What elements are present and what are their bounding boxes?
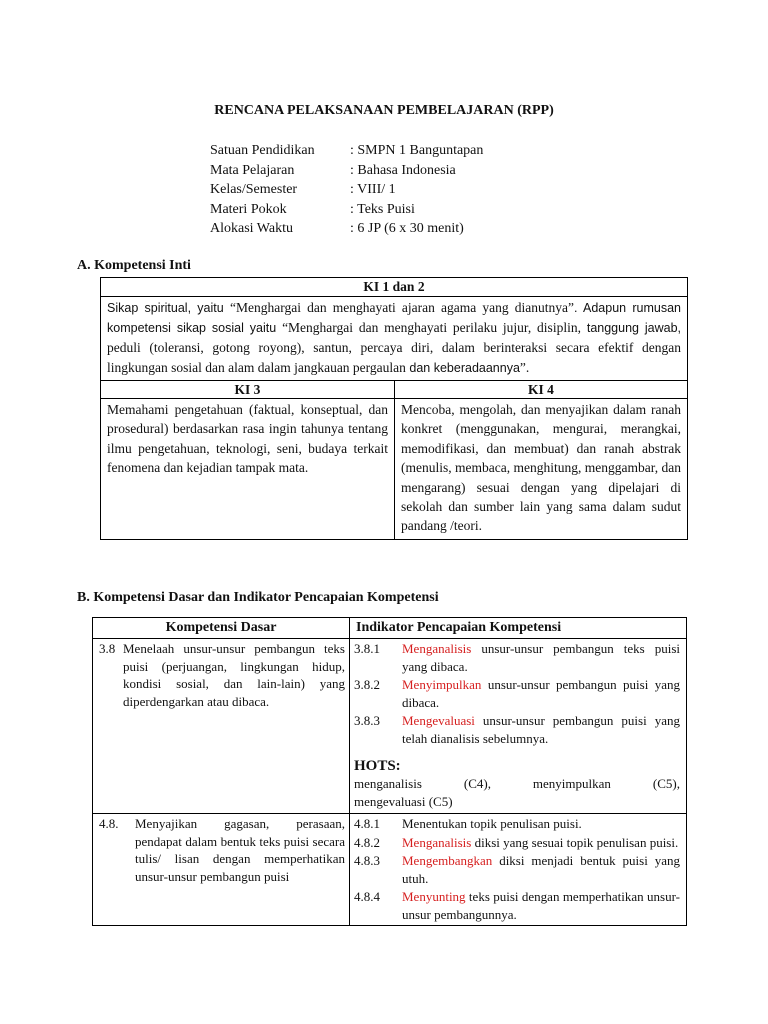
indicator-text	[402, 676, 680, 711]
kd-number: 4.8.	[99, 816, 119, 831]
section-b-heading: B. Kompetensi Dasar dan Indikator Pencapaian Kompetensi	[77, 590, 439, 605]
indicator-verb: Mengevaluasi	[402, 713, 475, 728]
indicator-verb: Mengembangkan	[402, 853, 493, 868]
ki3-column	[101, 381, 394, 539]
indicator-rest: unsur-unsur pembangun puisi yang dibaca.	[402, 677, 680, 710]
ki4-text: Mencoba, mengolah, dan menyajikan dalam ranah konkret (menggunakan, mengurai, merangkai, memodifikasi, dan membuat) dan ranah abstrak (menulis, membaca, menghitung, menggambar, dan mengarang) sesuai dengan yang dipelajari di sekolah dan sumber lain yang sama dalam sudut pandang /teori.	[401, 402, 681, 534]
kd-text: Menelaah unsur-unsur pembangun teks puisi (perjuangan, lingkungan hidup, kondisi sosial, dan lain-lain) yang diperdengarkan atau dibaca.	[123, 641, 345, 709]
hots-line	[354, 775, 680, 793]
indicator-rest: unsur-unsur pembangun puisi yang telah dianalisis sebelumnya.	[402, 713, 680, 746]
indicator-rest: teks puisi dengan memperhatikan unsur-unsur pembangunnya.	[402, 889, 680, 922]
indicator-number: 4.8.1	[354, 816, 380, 831]
meta-row	[210, 219, 483, 239]
indicator-text	[402, 640, 680, 675]
indicator-item	[350, 852, 686, 887]
kd-cell	[93, 639, 349, 813]
indicator-text	[402, 815, 680, 833]
indicator-number: 4.8.3	[354, 853, 380, 868]
indicator-number: 3.8.3	[354, 713, 380, 728]
hots-word: menganalisis	[354, 776, 422, 791]
indicator-number: 3.8.2	[354, 677, 380, 692]
indicator-verb: Menganalisis	[402, 641, 472, 656]
meta-label: Kelas/Semester	[210, 182, 298, 197]
hots-word: (C5),	[652, 776, 680, 791]
ki12-part: dan keberadaannya	[405, 361, 520, 375]
indicator-text	[402, 834, 680, 852]
ki12-part: tanggung jawab,	[580, 321, 682, 335]
indicator-text	[402, 888, 680, 923]
kd-column-header: Kompetensi Dasar	[165, 620, 277, 635]
indicator-column-header: Indikator Pencapaian Kompetensi	[349, 618, 686, 638]
table-header-row	[93, 618, 686, 639]
indicator-cell	[349, 814, 686, 925]
kompetensi-inti-table	[100, 277, 688, 540]
meta-label: Mata Pelajaran	[210, 162, 295, 178]
kd-number: 3.8	[99, 641, 116, 656]
hots-word: (C4),	[463, 776, 491, 791]
ki12-part: “Menghargai dan menghayati perilaku jujur, disiplin,	[282, 320, 581, 335]
indicator-item	[350, 888, 686, 923]
ki12-part: peduli (toleransi, gotong royong), santun, percaya diri, dalam berinteraksi secara efektif dengan lingkungan sosial dan alam dalam jangkauan pergaulan	[107, 340, 681, 375]
ki3-text: Memahami pengetahuan (faktual, konseptual, dan prosedural) berdasarkan rasa ingin tahunya tentang ilmu pengetahuan, teknologi, seni, budaya terkait fenomena dan kejadian tampak mata.	[107, 402, 388, 476]
table-row	[93, 813, 686, 925]
meta-value: : 6 JP (6 x 30 menit)	[350, 221, 464, 236]
ki12-part: “Menghargai dan menghayati ajaran agama yang dianutnya”	[229, 300, 574, 315]
indicator-number: 4.8.4	[354, 889, 380, 904]
meta-row	[210, 141, 483, 161]
kd-item	[93, 639, 349, 710]
ki3-header: KI 3	[101, 381, 394, 399]
document-title: RENCANA PELAKSANAAN PEMBELAJARAN (RPP)	[214, 103, 554, 118]
kd-item	[93, 814, 349, 885]
ki12-text	[101, 297, 687, 381]
indicator-text	[402, 712, 680, 747]
indicator-cell	[349, 639, 686, 813]
indicator-text	[402, 852, 680, 887]
hots-word: mengevaluasi (C5)	[354, 794, 453, 809]
section-a-heading: A. Kompetensi Inti	[77, 258, 191, 273]
meta-value: : Teks Puisi	[350, 201, 415, 217]
indicator-verb: Menyimpulkan	[402, 677, 482, 692]
ki12-part: Sikap spiritual, yaitu	[107, 301, 230, 315]
indicator-item	[350, 712, 686, 747]
indicator-item	[350, 834, 686, 852]
meta-row	[210, 200, 483, 220]
kd-indicator-table	[92, 617, 687, 926]
ki34-row	[101, 381, 687, 539]
meta-label: Alokasi Waktu	[210, 221, 293, 236]
meta-value: : VIII/ 1	[350, 182, 396, 197]
indicator-number: 3.8.1	[354, 641, 380, 656]
meta-row	[210, 180, 483, 200]
hots-label: HOTS:	[354, 758, 401, 774]
indicator-item	[350, 815, 686, 833]
ki12-header: KI 1 dan 2	[101, 278, 687, 297]
kd-text: Menyajikan gagasan, perasaan, pendapat dalam bentuk teks puisi secara tulis/ lisan dengan memperhatikan unsur-unsur pembangun puisi	[135, 816, 345, 884]
table-row	[93, 639, 686, 813]
kd-cell	[93, 814, 349, 925]
ki12-part: . Adapun rumusan kompetensi sikap sosial yaitu	[107, 301, 681, 335]
indicator-rest: unsur-unsur pembangun teks puisi yang dibaca.	[402, 641, 680, 674]
hots-block	[350, 757, 686, 813]
indicator-rest: diksi yang sesuai topik penulisan puisi.	[471, 834, 679, 850]
indicator-item	[350, 640, 686, 675]
indicator-verb: Menyunting	[402, 889, 466, 904]
meta-row	[210, 161, 483, 181]
meta-value: : SMPN 1 Banguntapan	[350, 143, 484, 158]
hots-word: menyimpulkan	[532, 776, 611, 791]
meta-label: Materi Pokok	[210, 201, 287, 217]
meta-value: : Bahasa Indonesia	[350, 162, 456, 178]
ki4-header: KI 4	[395, 381, 687, 399]
indicator-rest: Menentukan topik penulisan puisi.	[402, 816, 582, 831]
indicator-item	[350, 676, 686, 711]
ki12-part: ”.	[519, 360, 530, 375]
indicator-number: 4.8.2	[354, 834, 380, 850]
indicator-rest: diksi menjadi bentuk puisi yang utuh.	[402, 853, 680, 886]
identity-block	[210, 141, 483, 239]
meta-label: Satuan Pendidikan	[210, 143, 315, 158]
ki4-column	[394, 381, 687, 539]
indicator-verb: Menganalisis	[402, 834, 472, 850]
